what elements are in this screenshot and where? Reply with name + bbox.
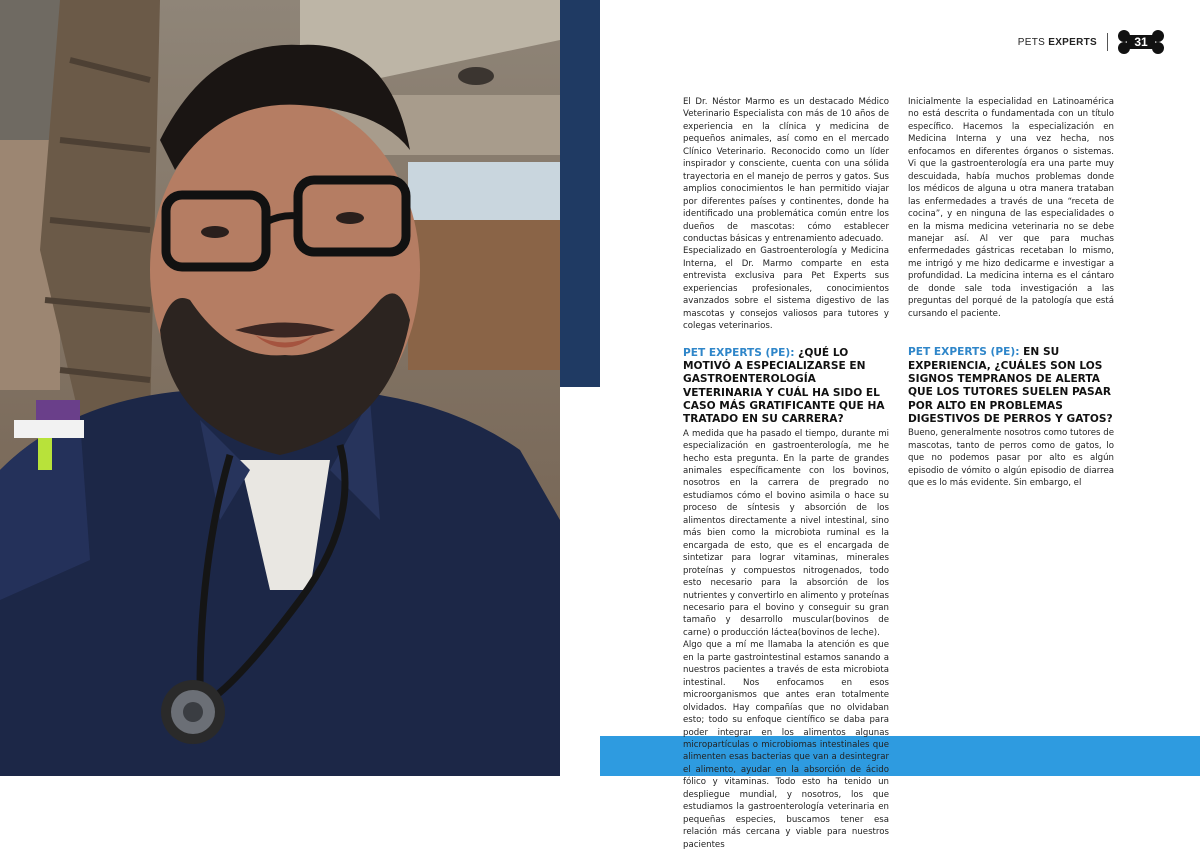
question-1-heading — [683, 347, 889, 427]
article-column-1 — [683, 96, 889, 851]
page-number: 31 — [1134, 35, 1148, 49]
answer-1-paragraph-3: Inicialmente la especialidad en Latinoamérica no está descrita o fundamentada con un título específico. Hacemos la especialización en Medicina Interna y una vez hecha, nos enfocamos en diferentes órganos o sistemas. Vi que la gastroenterología era una parte muy descuidada, había muchos problemas donde los médicos de alguna u otra manera trataban las enfermedades a través de una “receta de cocina”, y en ninguna de las especialidades o en la misma medicina veterinaria no se debe manejar así. Al ver que para muchas enfermedades gástricas recetaban lo mismo, me intrigó y me hizo dedicarme e investigar a profundidad. La medicina interna es el cántaro de donde sale toda investigación a las preguntas del porqué de la patología que está cursando el paciente. — [908, 97, 1114, 319]
magazine-brand — [1018, 37, 1097, 48]
brand-light: PETS — [1017, 36, 1046, 48]
question-1-text: ¿QUÉ LO MOTIVÓ A ESPECIALIZARSE EN GASTROENTEROLOGÍA VETERINARIA Y CUÁL HA SIDO EL CASO MÁS GRATIFICANTE QUE HA TRATADO EN SU CARRERA? — [683, 346, 885, 426]
answer-1-paragraph-1: A medida que ha pasado el tiempo, durante mi especialización en gastroenterología, me he hecho esta pregunta. En la parte de grandes animales específicamente con los bovinos, nosotros en la carrera de pregrado no estudiamos cómo el bovino asimila o hace su proceso de síntesis y absorción de los alimentos directamente a nivel intestinal, sino más bien como la microbiota ruminal es la encargada de esto, que es el encargada de sintetizar para lograr vitaminas, minerales proteínas y compuestos nitrogenados, todo esto necesario para la absorción de los nutrientes y convertirlo en alimento y proteínas necesario para el bovino y conseguir su gran tamaño y desarrollo muscular(bovinos de carne) o producción láctea(bovinos de leche). — [683, 428, 889, 638]
page-number-bone-icon — [1118, 30, 1164, 54]
question-2-heading — [908, 346, 1114, 426]
intro-paragraph-1: El Dr. Néstor Marmo es un destacado Médico Veterinario Especialista con más de 10 años de experiencia en la clínica y medicina de pequeños animales, así como en el mercado Clínico Veterinario. Reconocido como un líder inspirador y consciente, cuenta con una sólida trayectoria en el manejo de perros y gatos. Sus amplios conocimientos le han permitido viajar por diferentes países y continentes, donde ha identificado una problemática común entre los dueños de mascotas: cómo establecer conductas básicas y entrenamiento adecuado. — [683, 97, 889, 244]
doctor-photo — [0, 0, 560, 776]
brand-bold: EXPERTS — [1048, 36, 1097, 48]
intro-paragraph-2: Especializado en Gastroenterología y Medicina Interna, el Dr. Marmo comparte en esta entrevista exclusiva para Pet Experts sus experiencias profesionales, conocimientos avanzados sobre el sistema digestivo de las mascotas y consejos valiosos para tutores y colegas veterinarios. — [683, 246, 889, 332]
question-1-label: PET EXPERTS (PE): — [683, 346, 795, 359]
question-2-text: EN SU EXPERIENCIA, ¿CUÁLES SON LOS SIGNOS TEMPRANOS DE ALERTA QUE LOS TUTORES SUELEN PASAR POR ALTO EN PROBLEMAS DIGESTIVOS DE PERROS Y GATOS? — [908, 346, 1113, 425]
answer-1-paragraph-2: Algo que a mí me llamaba la atención es que en la parte gastrointestinal estamos sanando a nuestros pacientes a través de esta microbiota intestinal. Nos enfocamos en esos microorganismos que antes eran totalmente olvidados. Hay compañías que no olvidaban esto; todo su enfoque científico se daba para poder integrar en los alimentos algunas micropartículas o microbiomas intestinales que alimenten esas bacterias que van a desintegrar el alimento, ayudar en la absorción de ácido fólico y vitaminas. Todo esto ha tenido un despliegue mundial, y nosotros, los que estudiamos la gastroenterología veterinaria en pequeñas especies, buscamos tener esa relación más cercana y viable para nuestros pacientes — [683, 640, 889, 850]
answer-2-paragraph-1: Bueno, generalmente nosotros como tutores de mascotas, tanto de perros como de gatos, lo que no podemos pasar por alto es algún episodio de vómito o algún episodio de diarrea que es lo más evidente. Sin embargo, el — [908, 428, 1114, 489]
header-divider — [1107, 33, 1108, 51]
question-2-label: PET EXPERTS (PE): — [908, 346, 1020, 359]
doctor-photo-illustration — [0, 0, 560, 776]
page-header — [1018, 30, 1164, 54]
article-column-2 — [908, 96, 1114, 489]
navy-accent-block — [560, 0, 600, 387]
